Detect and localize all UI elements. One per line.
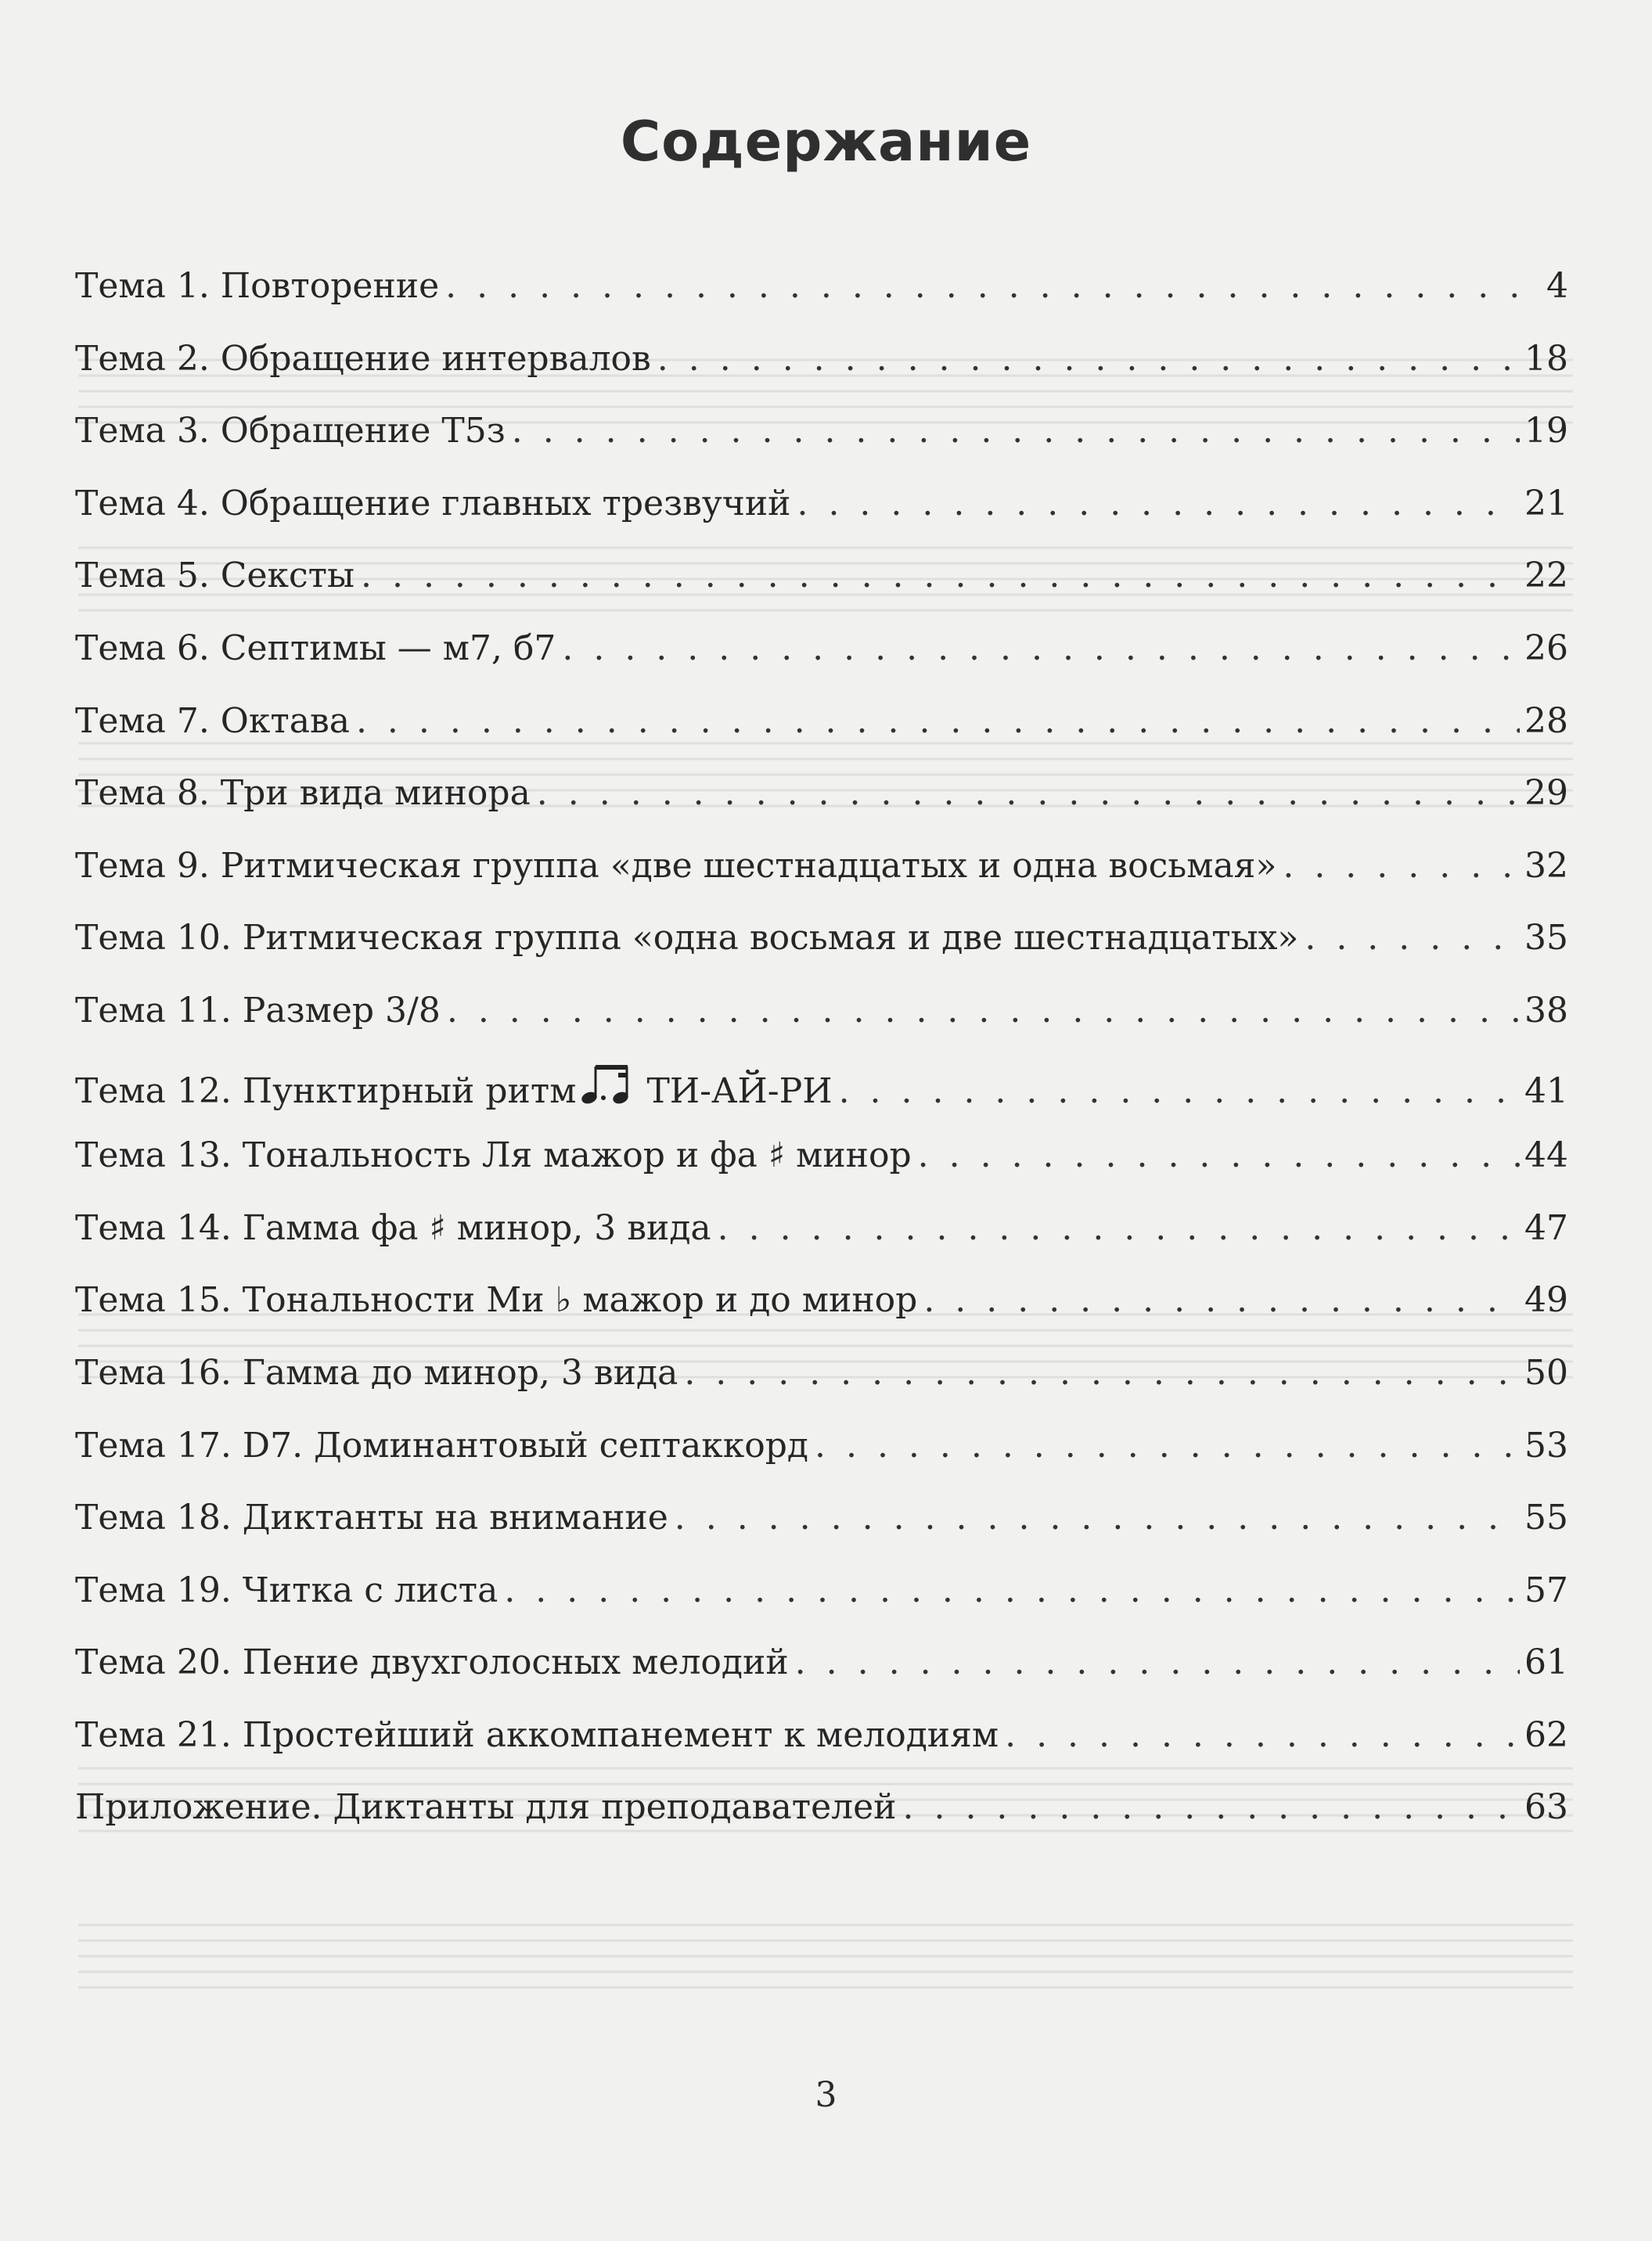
toc-dot-leader [718, 1208, 1520, 1248]
toc-entry-label: Тема 6. Септимы — м7, б7 [75, 628, 556, 668]
toc-dot-leader [903, 1787, 1521, 1827]
toc-entry-label: Тема 19. Читка с листа [75, 1570, 498, 1610]
toc-entry-page: 38 [1524, 990, 1568, 1031]
toc-entry-label: Тема 17. D7. Доминантовый септаккорд [75, 1425, 808, 1466]
toc-entry-page: 32 [1524, 845, 1568, 886]
toc-dot-leader [537, 773, 1520, 813]
toc-dot-leader [361, 556, 1520, 595]
toc-entry-label: Тема 9. Ритмическая группа «две шестнадцатых и одна восьмая» [75, 845, 1277, 886]
toc-entry-label: Тема 1. Повторение [75, 266, 440, 306]
toc-entry-label-suffix: ТИ-АЙ-РИ [646, 1070, 833, 1111]
table-of-contents [75, 266, 1568, 1860]
toc-entry-page: 28 [1524, 700, 1568, 741]
toc-entry[interactable] [75, 991, 1568, 1063]
page-title: Содержание [620, 110, 1032, 174]
toc-dot-leader [918, 1135, 1520, 1175]
toc-dot-leader [675, 1498, 1520, 1538]
toc-entry-page: 49 [1524, 1280, 1568, 1321]
toc-entry-label: Тема 16. Гамма до минор, 3 вида [75, 1352, 678, 1393]
toc-entry-page: 62 [1524, 1714, 1568, 1755]
toc-entry-label: Приложение. Диктанты для преподавателей [75, 1787, 897, 1828]
toc-entry-page: 61 [1524, 1642, 1568, 1683]
toc-dot-leader [657, 339, 1520, 379]
toc-entry[interactable] [75, 846, 1568, 919]
toc-entry[interactable] [75, 411, 1568, 484]
toc-entry-page: 18 [1524, 338, 1568, 379]
toc-entry[interactable] [75, 1135, 1568, 1208]
page-number: 3 [815, 2075, 837, 2115]
toc-entry-page: 41 [1524, 1070, 1568, 1111]
toc-entry[interactable] [75, 1426, 1568, 1498]
toc-entry-page: 26 [1524, 628, 1568, 668]
toc-entry[interactable] [75, 918, 1568, 991]
toc-dot-leader [445, 266, 1542, 306]
toc-dot-leader [1005, 1715, 1520, 1755]
toc-entry-label: Тема 11. Размер 3/8 [75, 990, 441, 1031]
toc-entry-page: 35 [1524, 918, 1568, 959]
toc-entry[interactable] [75, 1642, 1568, 1715]
toc-entry-label: Тема 14. Гамма фа ♯ минор, 3 вида [75, 1207, 711, 1248]
toc-entry-page: 21 [1524, 483, 1568, 523]
toc-entry[interactable] [75, 484, 1568, 556]
toc-dot-leader [356, 701, 1520, 741]
toc-entry-label: Тема 18. Диктанты на внимание [75, 1498, 668, 1538]
toc-entry-label: Тема 3. Обращение Т5з [75, 411, 506, 451]
toc-entry-page: 55 [1524, 1498, 1568, 1538]
toc-entry-label: Тема 13. Тональность Ля мажор и фа ♯ минор [75, 1135, 912, 1176]
toc-dot-leader [684, 1353, 1520, 1393]
toc-entry-page: 44 [1524, 1135, 1568, 1176]
toc-entry-label: Тема 21. Простейший аккомпанемент к мелодиям [75, 1714, 999, 1755]
toc-entry[interactable] [75, 1570, 1568, 1643]
toc-entry-label: Тема 2. Обращение интервалов [75, 338, 651, 379]
toc-entry-page: 53 [1524, 1425, 1568, 1466]
toc-entry-page: 63 [1524, 1787, 1568, 1828]
toc-dot-leader [815, 1426, 1520, 1466]
toc-entry[interactable] [75, 1208, 1568, 1281]
toc-entry[interactable] [75, 1787, 1568, 1860]
toc-dot-leader [795, 1642, 1520, 1682]
toc-entry[interactable] [75, 701, 1568, 774]
toc-entry[interactable] [75, 1063, 1568, 1136]
toc-dot-leader [923, 1280, 1520, 1320]
toc-entry-label: Тема 8. Три вида минора [75, 773, 531, 814]
toc-entry[interactable] [75, 1715, 1568, 1788]
toc-entry[interactable] [75, 1353, 1568, 1426]
toc-entry-label [75, 1063, 839, 1111]
toc-entry[interactable] [75, 1498, 1568, 1570]
toc-entry-label: Тема 4. Обращение главных трезвучий [75, 483, 791, 523]
toc-entry-label: Тема 20. Пение двухголосных мелодий [75, 1642, 789, 1683]
toc-entry[interactable] [75, 266, 1568, 339]
toc-dot-leader [504, 1570, 1520, 1610]
toc-dot-leader [797, 484, 1520, 523]
toc-dot-leader [839, 1071, 1520, 1111]
toc-entry-page: 19 [1524, 411, 1568, 451]
toc-entry-label: Тема 10. Ритмическая группа «одна восьмая и две шестнадцатых» [75, 918, 1299, 959]
toc-dot-leader [447, 991, 1520, 1031]
toc-entry[interactable] [75, 628, 1568, 701]
toc-dot-leader [1283, 846, 1520, 886]
toc-dot-leader [1305, 918, 1520, 958]
toc-dot-leader [562, 628, 1520, 668]
toc-entry-label: Тема 5. Сексты [75, 556, 355, 596]
toc-entry-page: 47 [1524, 1207, 1568, 1248]
toc-entry[interactable] [75, 773, 1568, 846]
dotted-rhythm-icon [581, 1063, 635, 1107]
toc-entry-page: 4 [1546, 266, 1568, 306]
toc-entry[interactable] [75, 556, 1568, 628]
toc-entry-label: Тема 7. Октава [75, 700, 350, 741]
toc-entry-page: 29 [1524, 773, 1568, 814]
toc-entry-page: 57 [1524, 1570, 1568, 1610]
toc-entry-label-text: Тема 12. Пунктирный ритм [75, 1070, 577, 1111]
toc-entry-page: 50 [1524, 1352, 1568, 1393]
toc-entry[interactable] [75, 1280, 1568, 1353]
toc-dot-leader [512, 411, 1520, 451]
toc-entry-label: Тема 15. Тональности Ми ♭ мажор и до минор [75, 1280, 918, 1321]
toc-entry-page: 22 [1524, 556, 1568, 596]
toc-entry[interactable] [75, 339, 1568, 412]
